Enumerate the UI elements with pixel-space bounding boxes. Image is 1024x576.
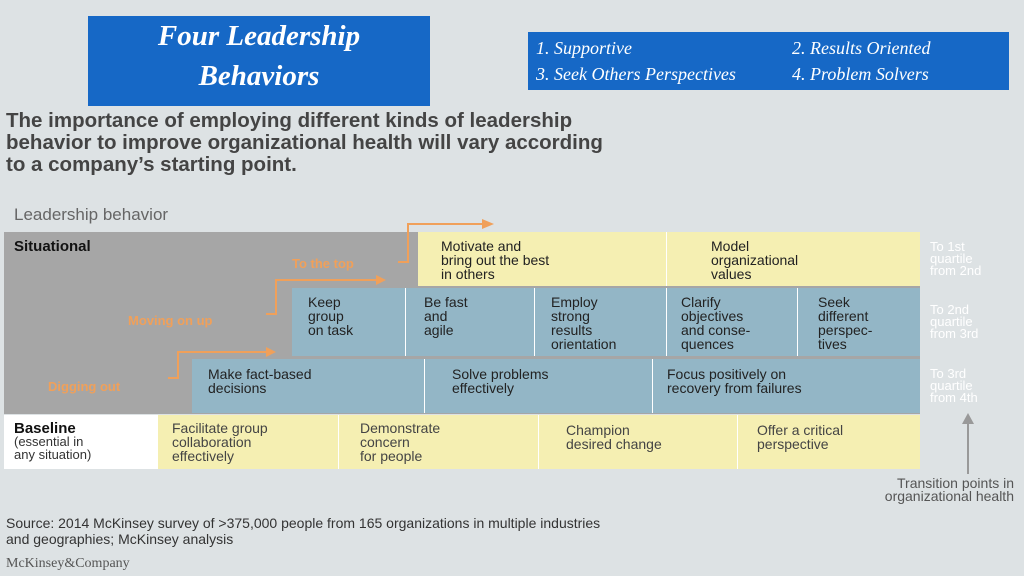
row-top-cell-2: Model organizational values xyxy=(711,238,799,282)
source-note xyxy=(6,515,1016,547)
row-mid-cell-2: Be fast and agile xyxy=(424,294,468,338)
transition-line-1: Transition points in xyxy=(897,475,1014,491)
arrowhead-digging-out xyxy=(266,347,276,357)
headline-line-2: behavior to improve organizational health will vary according xyxy=(6,131,603,154)
list-item-results-oriented: 2. Results Oriented xyxy=(792,38,931,58)
list-item-problem-solvers: 4. Problem Solvers xyxy=(792,64,929,84)
baseline-item-3: Champion desired change xyxy=(566,422,662,452)
stair-arrow-digging-out xyxy=(168,352,266,378)
stair-label-digging-out: Digging out xyxy=(48,379,121,394)
headline-line-3: to a company’s starting point. xyxy=(6,153,297,176)
row-mid-cell-1: Keep group on task xyxy=(308,294,354,338)
baseline-subtitle: (essential in any situation) xyxy=(14,434,92,462)
source-line-2: and geographies; McKinsey analysis xyxy=(6,531,234,547)
row-mid-cell-4: Clarify objectives and conse- quences xyxy=(681,294,751,352)
stair-label-moving-on-up: Moving on up xyxy=(128,313,213,328)
row-low-cell-3: Focus positively on recovery from failures xyxy=(667,366,802,396)
list-item-seek-perspectives: 3. Seek Others Perspectives xyxy=(536,64,736,84)
baseline-item-2: Demonstrate concern for people xyxy=(360,420,441,464)
quartile-label-1: To 1st quartile from 2nd xyxy=(930,239,982,278)
stair-arrow-to-the-top xyxy=(398,224,482,262)
stair-label-to-the-top: To the top xyxy=(292,256,354,271)
baseline-item-4: Offer a critical perspective xyxy=(757,422,844,452)
row-low-cell-2: Solve problems effectively xyxy=(452,366,549,396)
section-label: Leadership behavior xyxy=(14,205,169,224)
transition-line-2: organizational health xyxy=(884,488,1014,504)
baseline-item-1: Facilitate group collaboration effectively xyxy=(172,420,268,464)
baseline-title: Baseline xyxy=(14,420,76,437)
quartile-label-3: To 3rd quartile from 4th xyxy=(930,366,978,405)
list-item-supportive: 1. Supportive xyxy=(536,38,632,58)
stair-arrow-moving-on-up xyxy=(266,280,376,314)
transition-label xyxy=(790,477,1014,503)
headline-line-1: The importance of employing different kinds of leadership xyxy=(6,109,573,132)
arrowhead-moving-on-up xyxy=(376,275,386,285)
situational-label: Situational xyxy=(14,238,91,255)
brand-logo: McKinsey&Company xyxy=(6,556,130,571)
row-low-cell-1: Make fact-based decisions xyxy=(208,366,312,396)
quartile-label-2: To 2nd quartile from 3rd xyxy=(930,302,979,341)
row-mid-cell-3: Employ strong results orientation xyxy=(551,294,617,352)
transition-arrow-head xyxy=(962,413,974,424)
row-mid-cell-5: Seek different perspec- tives xyxy=(818,294,873,352)
row-top-cell-1: Motivate and bring out the best in others xyxy=(441,238,550,282)
title-line-2: Behaviors xyxy=(198,60,320,92)
title-line-1: Four Leadership xyxy=(157,20,361,52)
arrowhead-to-the-top xyxy=(482,219,494,229)
source-line-1: Source: 2014 McKinsey survey of >375,000 people from 165 organizations in multiple industries xyxy=(6,515,601,531)
